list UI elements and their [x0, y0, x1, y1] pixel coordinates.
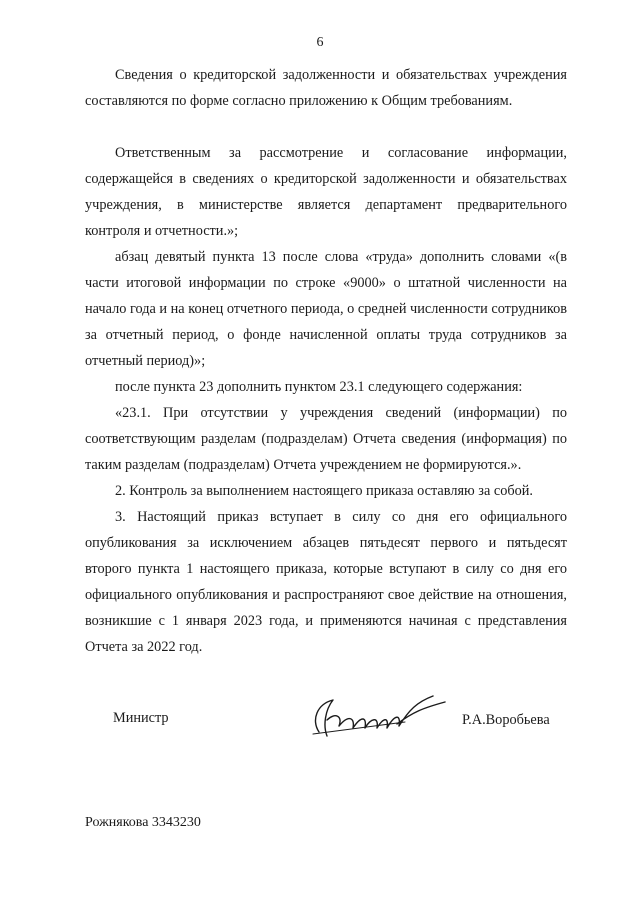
handwritten-signature	[305, 686, 455, 746]
paragraph-amend-item-13: абзац девятый пункта 13 после слова «труда» дополнить словами «(в части итоговой информации по строке «9000» о штатной численности на начало года и на конец отчетного периода, о средней численности сотрудников за отчетный период, о фонде начисленной оплаты труда сотрудников за отчетный период)»;	[85, 249, 567, 369]
signatory-name: Р.А.Воробьева	[462, 712, 550, 728]
paragraph-debt-info: Сведения о кредиторской задолженности и обязательствах учреждения составляются по форме согласно приложению к Общим требованиям.	[85, 67, 567, 109]
executor-note: Рожнякова 3343230	[85, 815, 201, 830]
paragraph-item-23-1-text: «23.1. При отсутствии у учреждения сведений (информации) по соответствующим разделам (подразделам) Отчета сведения (информация) по таким разделам (подразделам) Отчета учреждением не формируются.».	[85, 405, 567, 473]
signatory-role: Министр	[113, 710, 169, 726]
paragraph-control: 2. Контроль за выполнением настоящего приказа оставляю за собой.	[115, 483, 534, 499]
paragraph-effective-date: 3. Настоящий приказ вступает в силу со дня его официального опубликования за исключением абзацев пятьдесят первого и пятьдесят второго пункта 1 настоящего приказа, которые вступают в силу со дня его официального опубликования и распространяют свое действие на отношения, возникшие с 1 января 2023 года, и применяются начиная с представления Отчета за 2022 год.	[85, 509, 567, 655]
signature-block	[0, 708, 640, 748]
paragraph-responsible-department: Ответственным за рассмотрение и согласование информации, содержащейся в сведениях о кредиторской задолженности и обязательствах учреждения, в министерстве является департамент предварительного контроля и отчетности.»;	[85, 145, 567, 239]
paragraph-add-item-23-1: после пункта 23 дополнить пунктом 23.1 следующего содержания:	[115, 379, 523, 395]
page-number: 6	[316, 35, 324, 50]
